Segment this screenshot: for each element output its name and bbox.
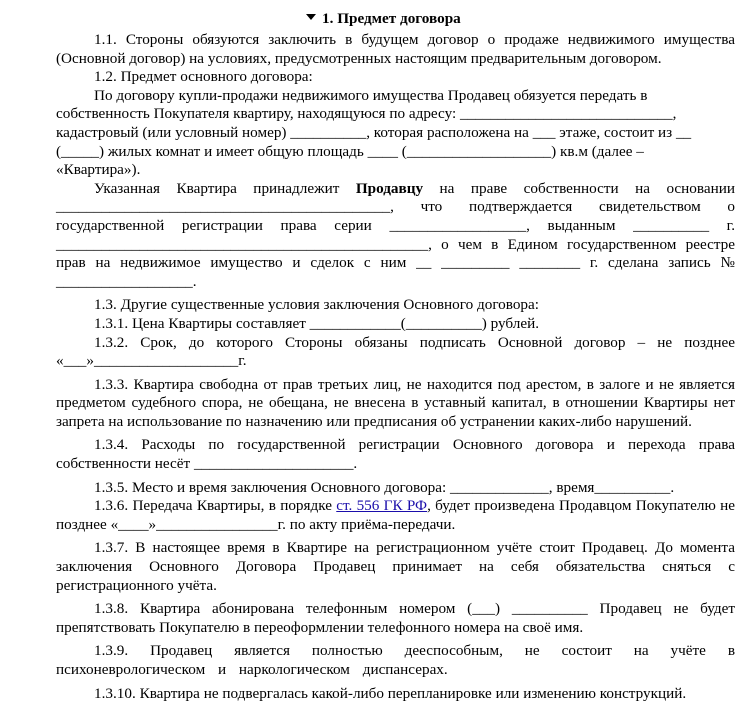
transfer-text-start: 1.3.6. Передача Квартиры, в порядке — [94, 497, 337, 515]
object-line-5: «Квартира»). — [56, 161, 141, 179]
clause-1-3-7: 1.3.7. В настоящее время в Квартире на регистрационном учёте стоит Продавец. До момента заключения Основного Договора Продавец принимает на себя обязательства сняться с регистрационного учёта. — [56, 539, 735, 594]
clause-1-3-1: 1.3.1. Цена Квартиры составляет ____________(__________) рублей. — [94, 314, 540, 332]
clause-1-3-9: 1.3.9. Продавец является полностью дееспособным, не состоит на учёте в психоневрологическом и наркологическом диспансерах. — [56, 642, 735, 678]
clause-1-3-8: 1.3.8. Квартира абонирована телефонным номером (___) __________ Продавец не будет препятствовать Покупателю в переоформлении телефонного номера на своё имя. — [56, 600, 735, 636]
object-line-4: (_____) жилых комнат и имеет общую площадь ____ (___________________) кв.м (далее – — [56, 142, 644, 160]
clause-1-3-3: 1.3.3. Квартира свободна от прав третьих лиц, не находится под арестом, в залоге и не является предметом судебного спора, не обещана, не внесена в уставный капитал, в отношении Квартиры нет запрета на использование по назначению или предписания об устранении каких-либо нарушений. — [56, 375, 735, 430]
clause-1-3-10: 1.3.10. Квартира не подвергалась какой-либо перепланировке или изменению конструкций. — [94, 684, 687, 702]
object-line-3: кадастровый (или условный номер) __________, которая расположена на ___ этаже, состоит из __ — [56, 123, 692, 141]
section-heading-row — [0, 10, 748, 30]
object-line-1: По договору купли-продажи недвижимого имущества Продавец обязуется передать в — [94, 86, 648, 104]
clause-1-2: 1.2. Предмет основного договора: — [94, 68, 313, 86]
clause-1-3: 1.3. Другие существенные условия заключения Основного договора: — [94, 296, 539, 314]
clause-ownership — [56, 180, 735, 292]
ownership-text-end: на праве собственности на основании ____________________________________________, что подтверждается свидетельством о государственной регистрации права серии __________________, выданным __________ г. _________________________________________________, о чем в Едином государственном реестре прав на недвижимое имущество и сделок с ним __ _________ ________ г. сделана запись № __________________. — [56, 179, 735, 290]
clause-1-3-6 — [56, 497, 735, 534]
clause-object-description — [56, 87, 735, 180]
section-title: 1. Предмет договора — [322, 10, 461, 27]
civil-code-link[interactable]: ст. 556 ГК РФ — [336, 497, 428, 515]
document-body — [56, 31, 735, 703]
clause-1-3-2: 1.3.2. Срок, до которого Стороны обязаны подписать Основной договор – не позднее «___»___________________г. — [56, 333, 735, 370]
transfer-text-end: , будет произведена Продавцом Покупателю не позднее «____»________________г. по акту приёма-передачи. — [56, 497, 735, 533]
clause-1-1: 1.1. Стороны обязуются заключить в будущем договор о продаже недвижимого имущества (Основной договор) на условиях, предусмотренных настоящим предварительным договором. — [56, 31, 735, 67]
ownership-text-start: Указанная Квартира принадлежит — [94, 179, 356, 197]
collapse-triangle-icon[interactable] — [306, 14, 316, 20]
object-line-2: собственность Покупателя квартиру, находящуюся по адресу: ____________________________, — [56, 105, 677, 123]
ownership-seller: Продавцу — [355, 179, 424, 197]
clause-1-3-4: 1.3.4. Расходы по государственной регистрации Основного договора и перехода права собственности несёт _____________________. — [56, 436, 735, 473]
clause-1-3-5: 1.3.5. Место и время заключения Основного договора: _____________, время__________. — [94, 478, 675, 496]
